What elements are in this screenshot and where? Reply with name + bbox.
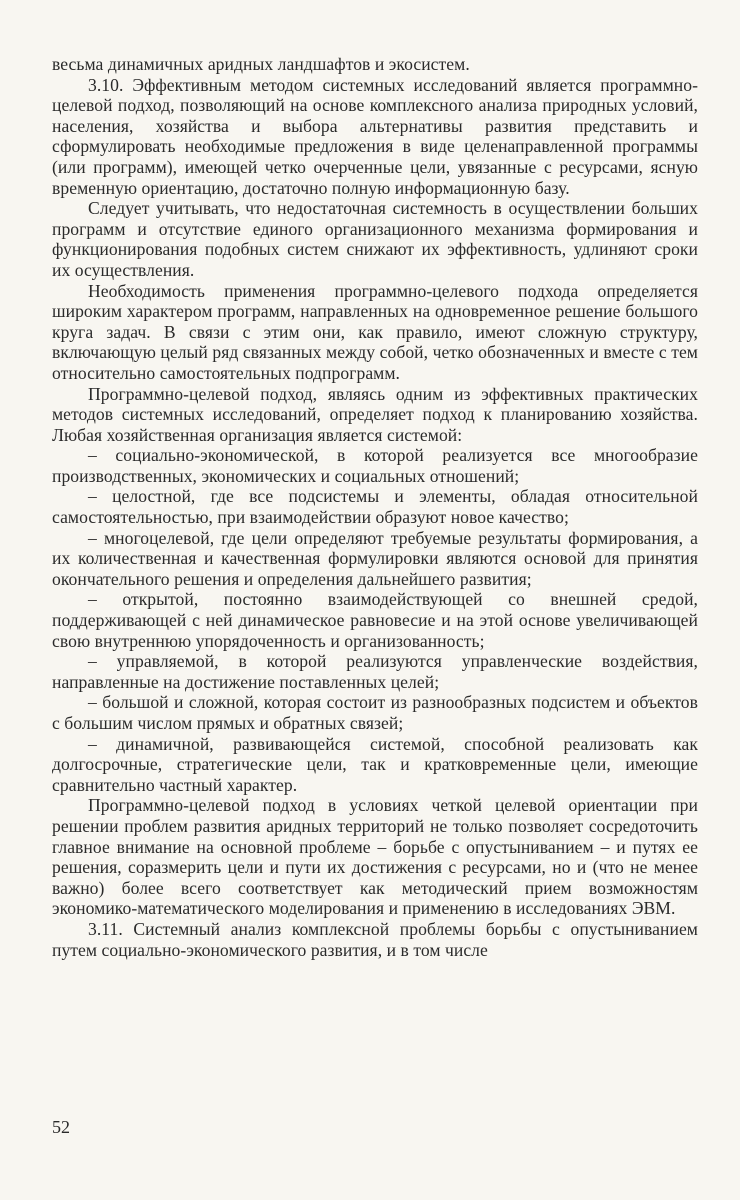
list-item: – динамичной, развивающейся системой, способной реализовать как долгосрочные, стратегические цели, так и кратковременные цели, имеющие сравнительно частный характер. — [52, 733, 698, 795]
paragraph: 3.11. Системный анализ комплексной проблемы борьбы с опустыниванием путем социально-экономического развития, и в том числе — [52, 918, 698, 960]
list-item: – социально-экономической, в которой реализуется все многообразие производственных, экономических и социальных отношений; — [52, 445, 698, 486]
list-item: – целостной, где все подсистемы и элементы, обладая относительной самостоятельностью, при взаимодействии образуют новое качество; — [52, 486, 698, 528]
paragraph: Программно-целевой подход, являясь одним из эффективных практических методов системных исследований, определяет подход к планированию хозяйства. Любая хозяйственная организация является системой: — [52, 383, 698, 445]
paragraph: Программно-целевой подход в условиях четкой целевой ориентации при решении проблем развития аридных территорий не только позволяет сосредоточить главное внимание на основной проблеме – борьбе с опустыниванием – и путях ее решения, соразмерить цели и пути их достижения с ресурсами, но и (что не менее важно) более всего соответствует как методический прием возможностям экономико-математического моделирования и применению в исследованиях ЭВМ. — [52, 795, 698, 919]
paragraph: Необходимость применения программно-целевого подхода определяется широким характером программ, направленных на одновременное решение большого круга задач. В связи с этим они, как правило, имеют сложную структуру, включающую целый ряд связанных между собой, четко обозначенных и вместе с тем относительно самостоятельных подпрограмм. — [52, 280, 698, 383]
paragraph: 3.10. Эффективным методом системных исследований является программно-целевой подход, позволяющий на основе комплексного анализа природных условий, населения, хозяйства и выбора альтернативы развития представить и сформулировать необходимые предложения в виде целенаправленной программы (или программ), имеющей четко очерченные цели, увязанные с ресурсами, ясную временную ориентацию, достаточно полную информационную базу. — [52, 74, 698, 198]
page-number: 52 — [52, 1117, 70, 1137]
paragraph: Следует учитывать, что недостаточная системность в осуществлении больших программ и отсутствие единого организационного механизма формирования и функционирования подобных систем снижают их эффективность, удлиняют сроки их осуществления. — [52, 198, 698, 280]
body-text — [52, 54, 698, 960]
paragraph: весьма динамичных аридных ландшафтов и экосистем. — [52, 54, 470, 74]
list-item: – большой и сложной, которая состоит из разнообразных подсистем и объектов с большим числом прямых и обратных связей; — [52, 692, 698, 733]
list-item: – открытой, постоянно взаимодействующей со внешней средой, поддерживающей с ней динамическое равновесие и на этой основе увеличивающей свою внутреннюю упорядоченность и организованность; — [52, 589, 698, 651]
list-item: – многоцелевой, где цели определяют требуемые результаты формирования, а их количественная и качественная формулировки являются основой для принятия окончательного решения и определения дальнейшего развития; — [52, 527, 698, 589]
list-item: – управляемой, в которой реализуются управленческие воздействия, направленные на достижение поставленных целей; — [52, 651, 698, 692]
